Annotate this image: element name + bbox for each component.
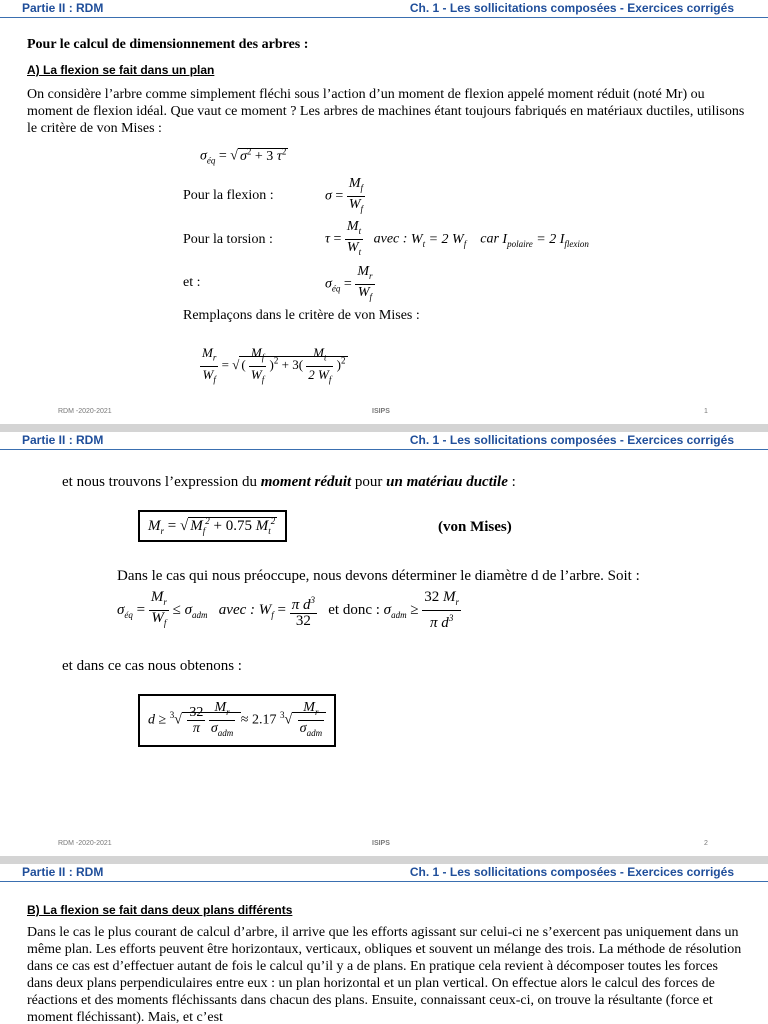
- equation-flexion: σ = $\frac{M_f}{W_f}$: [325, 176, 363, 214]
- von-mises-label: (von Mises): [438, 519, 512, 535]
- page-1: [0, 0, 768, 424]
- page-3: [0, 864, 768, 1024]
- equation-torsion: τ = $\frac{M_t}{W_t}$ avec : $W_t = 2$ $W_f$ car $I_{polaire} = 2$ $I_{flexion}$: [325, 219, 589, 257]
- header-left: Partie II : RDM: [22, 1, 104, 15]
- obtenons-text: et dans ce cas nous obtenons :: [62, 658, 242, 674]
- label-torsion: Pour la torsion :: [183, 232, 273, 247]
- page-header: [0, 0, 768, 18]
- equation-mr-wf: $\frac{M_r}{W_f}$ = √ ( $\frac{M_f}{W_f}$ )$^2$ + 3( $\frac{M_t}{2 W_f}$ )$^2$: [202, 345, 346, 385]
- equation-moment-reduit: $M_r$ = √ $M_f^2 + 0.75$ $M_t^2$: [138, 510, 287, 542]
- header-right: Ch. 1 - Les sollicitations composées - Exercices corrigés: [409, 433, 734, 447]
- equation-condition: $\sigma_{éq}$ = $\frac{M_r}{W_f}$ ≤ $\sigma_{adm}$ avec : $W_f$ = $\frac{\pi d^3}{32}$ et donc : $\sigma_{adm}$ ≥ $\frac{32 M_r}{\pi d^3}$: [117, 589, 460, 631]
- page-2: [0, 432, 768, 856]
- header-left: Partie II : RDM: [22, 865, 104, 879]
- page-header: [0, 864, 768, 882]
- equation-sigma-eq: $\sigma_{éq}$ = $\frac{M_r}{W_f}$: [325, 264, 373, 302]
- page-heading: Pour le calcul de dimensionnement des arbres :: [27, 37, 309, 52]
- page-header: [0, 432, 768, 450]
- page-separator: [0, 856, 768, 864]
- header-right: Ch. 1 - Les sollicitations composées - Exercices corrigés: [409, 865, 734, 879]
- page-footer: RDM -2020-2021 ISIPS 1: [58, 408, 708, 415]
- car-label: car: [480, 231, 499, 247]
- page-footer: RDM -2020-2021 ISIPS 2: [58, 840, 708, 847]
- paragraph: On considère l’arbre comme simplement fléchi sous l’action d’un moment de flexion appelé moment réduit (noté Mr) ou moment de flexion idéal. Que vaut ce moment ? Les arbres de machines étant toujours fabriqués en matériaux ductiles, utilisons le critère de von Mises :: [27, 87, 745, 136]
- label-flexion: Pour la flexion :: [183, 188, 274, 203]
- remplacons-text: Remplaçons dans le critère de von Mises :: [183, 308, 420, 323]
- dans-cas-text: Dans le cas qui nous préoccupe, nous devons déterminer le diamètre d de l’arbre. Soit :: [117, 568, 640, 584]
- paragraph: Dans le cas le plus courant de calcul d’arbre, il arrive que les efforts agissant sur celui-ci ne s’exercent pas uniquement dans un même plan. Les efforts peuvent être horizontaux, verticaux, obliques et souvent un mélange des trois. La méthode de résolution dans ce cas est d’effectuer autant de fois le calcul qu’il y a de plans. En pratique cela revient à décomposer toutes les forces dans deux plans perpendiculaires entre eux : un plan horizontal et un plan vertical. On effectue alors le calcul des forces de réactions et des moments fléchissants dans chacun des plans. Ensuite, connaissant ceux-ci, on trouve la résultante (force et moment fléchissant). Mais, et c’est: [27, 925, 742, 1024]
- section-title: B) La flexion se fait dans deux plans différents: [27, 903, 293, 917]
- page-separator: [0, 424, 768, 432]
- header-right: Ch. 1 - Les sollicitations composées - Exercices corrigés: [409, 1, 734, 15]
- label-et: et :: [183, 275, 201, 290]
- equation-von-mises: $\sigma_{éq}$ = √ $\sigma^2 + 3$ $\tau^2$: [200, 146, 287, 166]
- header-left: Partie II : RDM: [22, 433, 104, 447]
- equation-diametre: d ≥ $^3$√ $\frac{32}{\pi}$ $\frac{M_r}{\sigma_{adm}}$ ≈ 2.17 $^3$√ $\frac{M_r}{\sigma_{adm}}$: [138, 694, 336, 747]
- intro-text: et nous trouvons l’expression du moment réduit pour un matériau ductile :: [62, 474, 516, 490]
- section-title: A) La flexion se fait dans un plan: [27, 63, 215, 77]
- avec-label: avec :: [373, 231, 408, 247]
